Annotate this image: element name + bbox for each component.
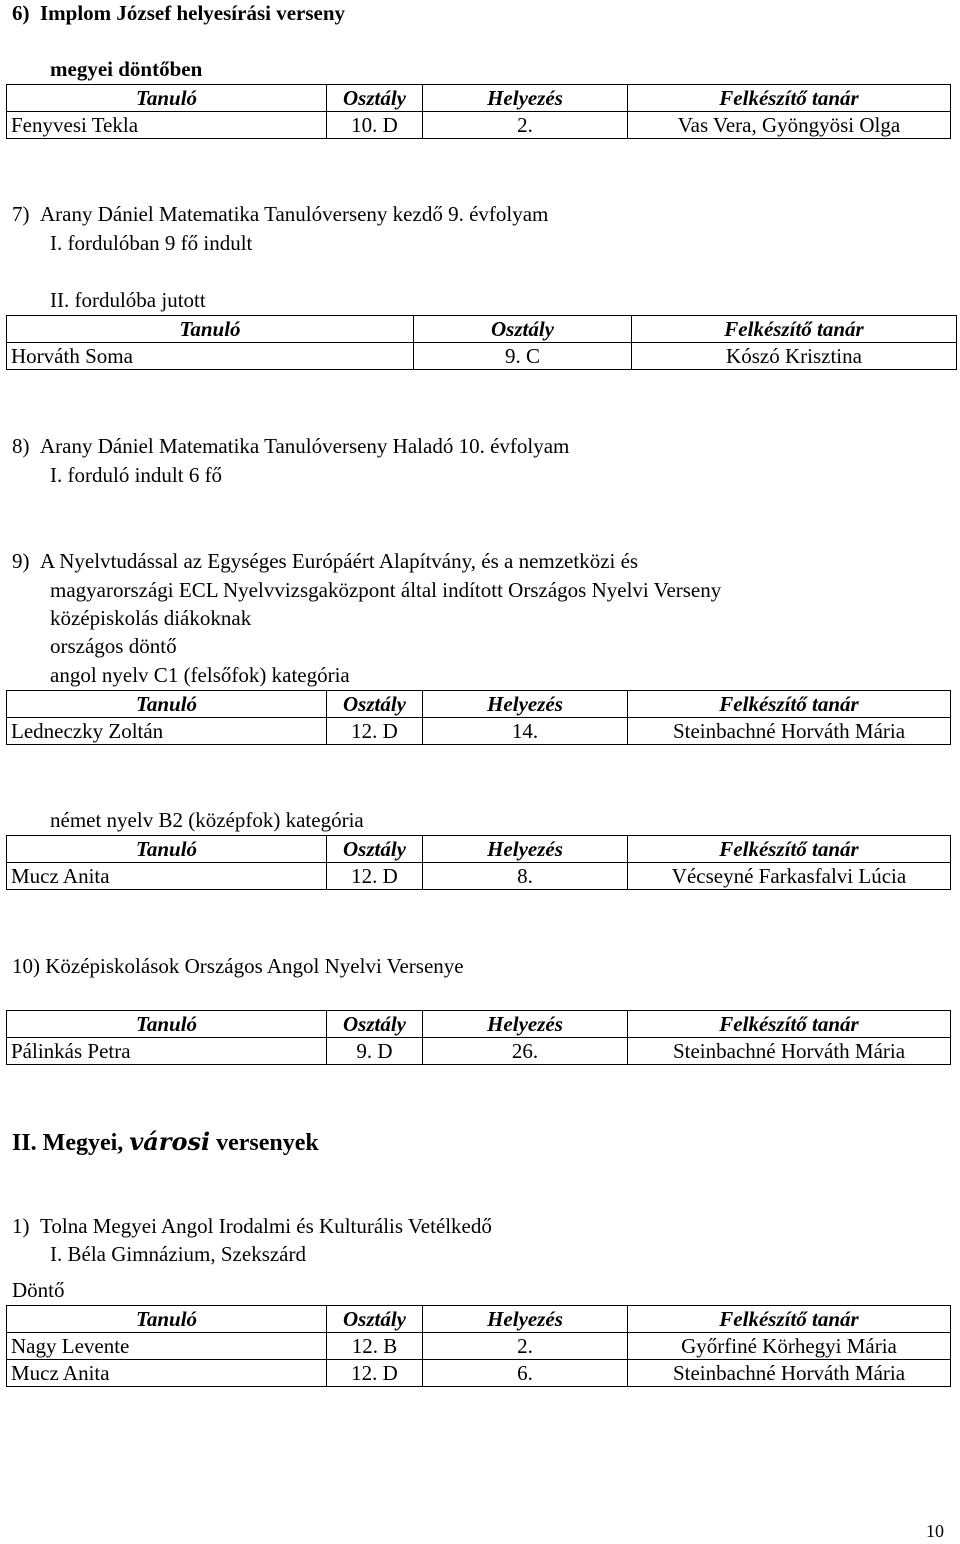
- cell-class: 12. D: [327, 1360, 423, 1387]
- header-cell: Helyezés: [423, 1306, 628, 1333]
- header-cell: Felkészítő tanár: [628, 1306, 951, 1333]
- header-cell: Felkészítő tanár: [628, 1011, 951, 1038]
- section-9-line2: magyarországi ECL Nyelvvizsgaközpont által indított Országos Nyelvi Verseny: [50, 578, 722, 602]
- table-header-row: [7, 1011, 951, 1038]
- cell-class: 9. D: [327, 1038, 423, 1065]
- header-cell: Tanuló: [7, 316, 414, 343]
- header-cell: Tanuló: [7, 85, 327, 112]
- header-cell: Helyezés: [423, 691, 628, 718]
- cell-student: Pálinkás Petra: [7, 1038, 327, 1065]
- header-cell: Felkészítő tanár: [628, 85, 951, 112]
- part-2-section-1-table: [6, 1305, 951, 1387]
- section-7-title: 7) Arany Dániel Matematika Tanulóverseny kezdő 9. évfolyam: [12, 202, 549, 226]
- header-cell: Osztály: [327, 1306, 423, 1333]
- section-9-category-2: német nyelv B2 (középfok) kategória: [50, 808, 364, 832]
- section-9-table-1: [6, 690, 951, 745]
- header-cell: Tanuló: [7, 1306, 327, 1333]
- cell-teacher: Steinbachné Horváth Mária: [628, 1360, 951, 1387]
- page-number: 10: [926, 1521, 944, 1541]
- table-row: [7, 1333, 951, 1360]
- section-6-table: [6, 84, 951, 139]
- cell-student: Mucz Anita: [7, 863, 327, 890]
- table-row: [7, 718, 951, 745]
- cell-class: 12. D: [327, 863, 423, 890]
- part-2-italic: városi: [129, 1127, 211, 1156]
- header-cell: Tanuló: [7, 691, 327, 718]
- section-7-table: [6, 315, 957, 370]
- part-2-section-1-label: Döntő: [12, 1278, 65, 1302]
- cell-place: 2.: [423, 112, 628, 139]
- cell-student: Ledneczky Zoltán: [7, 718, 327, 745]
- header-cell: Tanuló: [7, 836, 327, 863]
- part-2-section-1-line2: I. Béla Gimnázium, Szekszárd: [50, 1242, 306, 1266]
- header-cell: Helyezés: [423, 836, 628, 863]
- cell-class: 10. D: [327, 112, 423, 139]
- cell-place: 26.: [423, 1038, 628, 1065]
- header-cell: Felkészítő tanár: [628, 836, 951, 863]
- cell-student: Mucz Anita: [7, 1360, 327, 1387]
- section-8-title: 8) Arany Dániel Matematika Tanulóverseny Haladó 10. évfolyam: [12, 434, 570, 458]
- section-9-line3: középiskolás diákoknak: [50, 606, 252, 630]
- section-9-table-2: [6, 835, 951, 890]
- table-row: [7, 863, 951, 890]
- section-7-line2: I. fordulóban 9 fő indult: [50, 231, 253, 255]
- header-cell: Helyezés: [423, 85, 628, 112]
- cell-class: 12. D: [327, 718, 423, 745]
- cell-teacher: Vécseyné Farkasfalvi Lúcia: [628, 863, 951, 890]
- section-6-subtitle: megyei döntőben: [50, 57, 203, 81]
- table-header-row: [7, 691, 951, 718]
- header-cell: Tanuló: [7, 1011, 327, 1038]
- section-6-title: 6) Implom József helyesírási verseny: [12, 1, 346, 25]
- part-2-suffix: versenyek: [210, 1130, 319, 1156]
- header-cell: Osztály: [327, 1011, 423, 1038]
- section-9-line4: országos döntő: [50, 634, 177, 658]
- table-header-row: [7, 1306, 951, 1333]
- cell-student: Horváth Soma: [7, 343, 414, 370]
- cell-student: Nagy Levente: [7, 1333, 327, 1360]
- header-cell: Felkészítő tanár: [632, 316, 957, 343]
- cell-place: 14.: [423, 718, 628, 745]
- table-row: [7, 343, 957, 370]
- cell-teacher: Kószó Krisztina: [632, 343, 957, 370]
- section-7-line3: II. fordulóba jutott: [50, 288, 206, 312]
- table-row: [7, 1360, 951, 1387]
- part-2-heading: [12, 1127, 319, 1158]
- table-header-row: [7, 85, 951, 112]
- table-row: [7, 112, 951, 139]
- table-header-row: [7, 316, 957, 343]
- table-header-row: [7, 836, 951, 863]
- header-cell: Helyezés: [423, 1011, 628, 1038]
- section-10-title: 10) Középiskolások Országos Angol Nyelvi Versenye: [12, 954, 464, 978]
- header-cell: Felkészítő tanár: [628, 691, 951, 718]
- section-9-category-1: angol nyelv C1 (felsőfok) kategória: [50, 663, 350, 687]
- cell-class: 12. B: [327, 1333, 423, 1360]
- table-row: [7, 1038, 951, 1065]
- header-cell: Osztály: [327, 85, 423, 112]
- cell-teacher: Vas Vera, Gyöngyösi Olga: [628, 112, 951, 139]
- cell-place: 2.: [423, 1333, 628, 1360]
- section-9-line1: 9) A Nyelvtudással az Egységes Európáért Alapítvány, és a nemzetközi és: [12, 549, 639, 573]
- cell-class: 9. C: [414, 343, 632, 370]
- part-2-section-1-title: 1) Tolna Megyei Angol Irodalmi és Kulturális Vetélkedő: [12, 1214, 492, 1238]
- header-cell: Osztály: [414, 316, 632, 343]
- cell-teacher: Steinbachné Horváth Mária: [628, 718, 951, 745]
- header-cell: Osztály: [327, 691, 423, 718]
- part-2-prefix: II. Megyei,: [12, 1130, 130, 1156]
- cell-teacher: Győrfiné Körhegyi Mária: [628, 1333, 951, 1360]
- section-8-line2: I. forduló indult 6 fő: [50, 463, 223, 487]
- cell-student: Fenyvesi Tekla: [7, 112, 327, 139]
- header-cell: Osztály: [327, 836, 423, 863]
- cell-place: 6.: [423, 1360, 628, 1387]
- section-10-table: [6, 1010, 951, 1065]
- cell-place: 8.: [423, 863, 628, 890]
- cell-teacher: Steinbachné Horváth Mária: [628, 1038, 951, 1065]
